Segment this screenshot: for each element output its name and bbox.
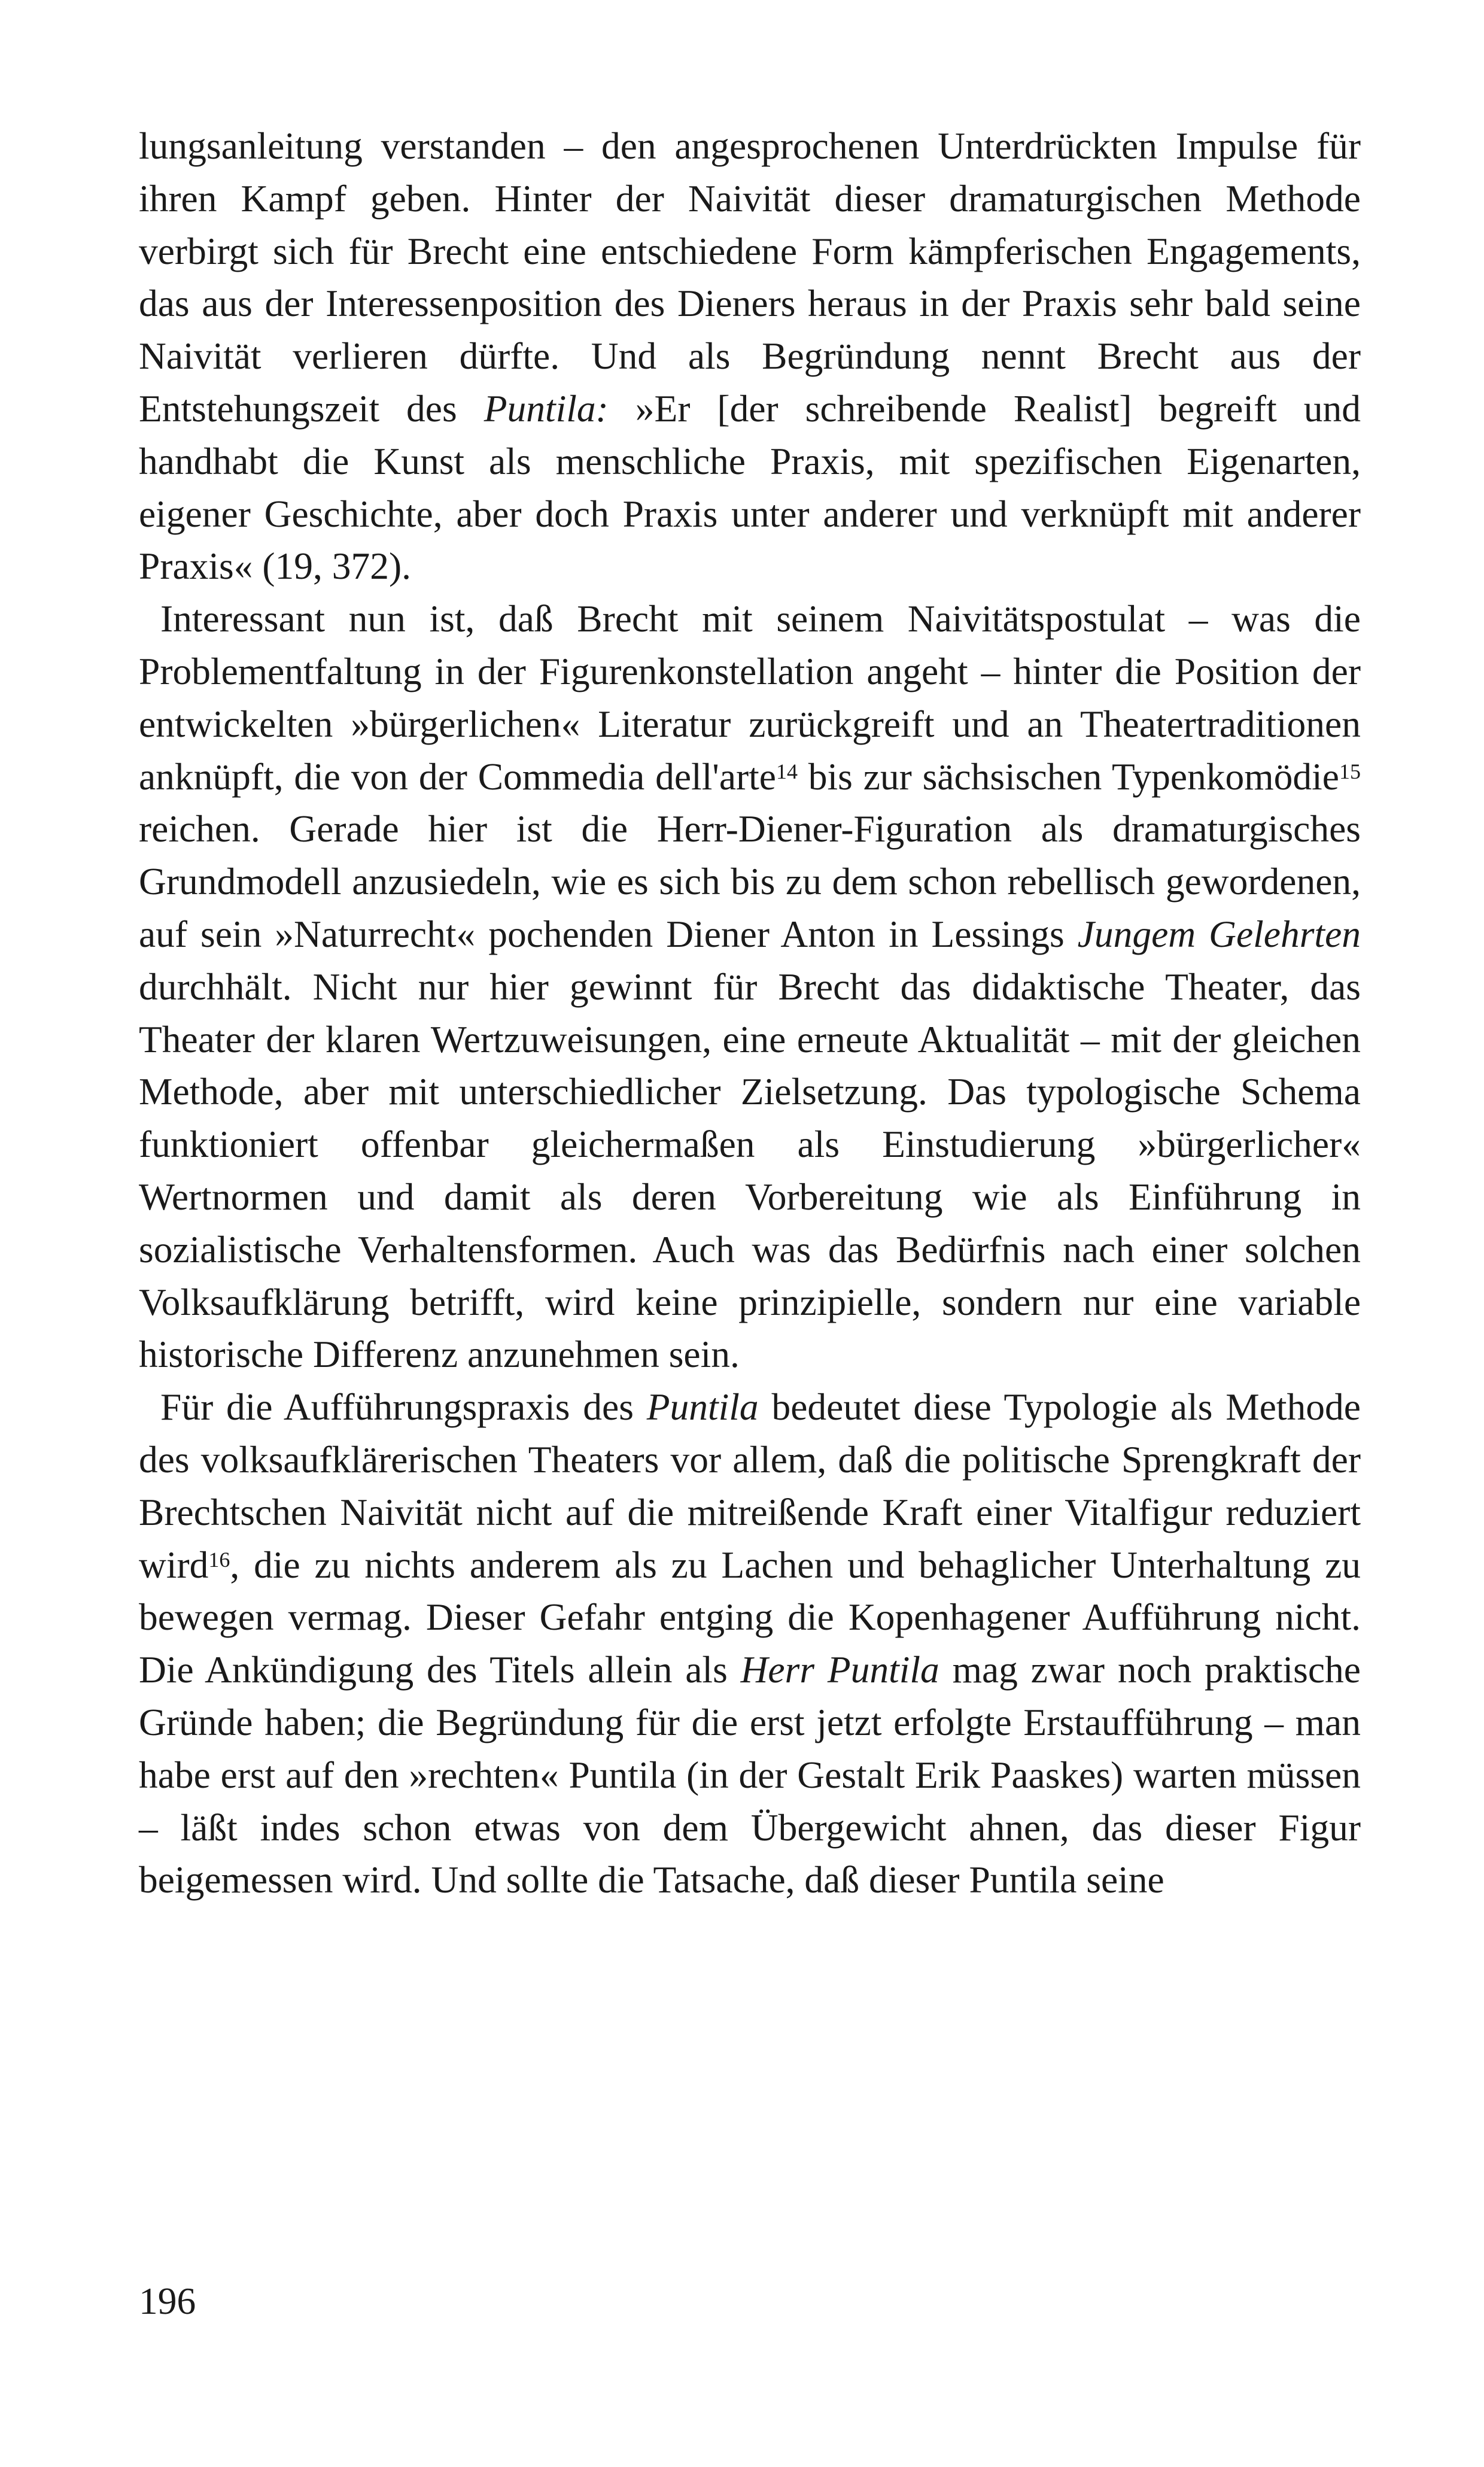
text-run: reichen. Gerade hier ist die Herr-Diener-Figuration als dramaturgisches Grundmodell anzusiedeln, wie es sich bis zu dem schon rebellisch gewordenen, auf sein »Naturrecht« pochenden Diener Anton in Lessings [139, 807, 1361, 955]
italic-title: Herr Puntila [740, 1648, 939, 1691]
italic-title: Puntila [646, 1386, 759, 1429]
footnote-marker: 15 [1339, 759, 1361, 783]
text-run: »Er [der schreibende Realist] begreift und handhabt die Kunst als menschliche Praxis, mit spezifischen Eigenarten, eigener Geschichte, aber doch Praxis unter anderer und verknüpft mit anderer Praxis« (19, 372). [139, 387, 1361, 588]
paragraph [139, 1381, 1361, 1906]
italic-title: Puntila: [483, 387, 609, 430]
paragraph [139, 120, 1361, 593]
text-run: bedeutet diese Typologie als Methode des volksaufklärerischen Theaters vor allem, daß die politische Sprengkraft der Brechtschen Naivität nicht auf die mitreißende Kraft einer Vitalfigur reduziert wird [139, 1386, 1361, 1586]
page-body [139, 120, 1361, 1906]
text-run: mag zwar noch praktische Gründe haben; die Begründung für die erst jetzt erfolgte Erstaufführung – man habe erst auf den »rechten« Puntila (in der Gestalt Erik Paaskes) warten müssen – läßt indes schon etwas von dem Übergewicht ahnen, das dieser Figur beigemessen wird. Und sollte die Tatsache, daß dieser Puntila seine [139, 1648, 1361, 1901]
page-number: 196 [139, 2280, 196, 2322]
text-run: bis zur sächsischen Typenkomödie [797, 755, 1339, 798]
italic-title: Jungem Gelehrten [1077, 912, 1361, 955]
text-run: Interessant nun ist, daß Brecht mit seinem Naivitätspostulat – was die Problementfaltung in der Figurenkonstellation angeht – hinter die Position der entwickelten »bürgerlichen« Literatur zurückgreift und an Theatertraditionen anknüpft, die von der Commedia dell'arte [139, 597, 1361, 798]
paragraph [139, 593, 1361, 1381]
footnote-marker: 14 [776, 759, 798, 783]
footnote-marker: 16 [208, 1547, 230, 1572]
text-run: lungsanleitung verstanden – den angesprochenen Unterdrückten Impulse für ihren Kampf geben. Hinter der Naivität dieser dramaturgischen Methode verbirgt sich für Brecht eine entschiedene Form kämpferischen Engagements, das aus der Interessenposition des Dieners heraus in der Praxis sehr bald seine Naivität verlieren dürfte. Und als Begründung nennt Brecht aus der Entstehungszeit des [139, 124, 1361, 430]
text-run: , die zu nichts anderem als zu Lachen und behaglicher Unterhaltung zu bewegen vermag. Dieser Gefahr entging die Kopenhagener Aufführung nicht. Die Ankündigung des Titels allein als [139, 1543, 1361, 1691]
text-run: Für die Aufführungspraxis des [160, 1386, 647, 1429]
text-run: durchhält. Nicht nur hier gewinnt für Brecht das didaktische Theater, das Theater der klaren Wertzuweisungen, eine erneute Aktualität – mit der gleichen Methode, aber mit unterschiedlicher Zielsetzung. Das typologische Schema funktioniert offenbar gleichermaßen als Einstudierung »bürgerlicher« Wertnormen und damit als deren Vorbereitung wie als Einführung in sozialistische Verhaltensformen. Auch was das Bedürfnis nach einer solchen Volksaufklärung betrifft, wird keine prinzipielle, sondern nur eine variable historische Differenz anzunehmen sein. [139, 965, 1361, 1376]
